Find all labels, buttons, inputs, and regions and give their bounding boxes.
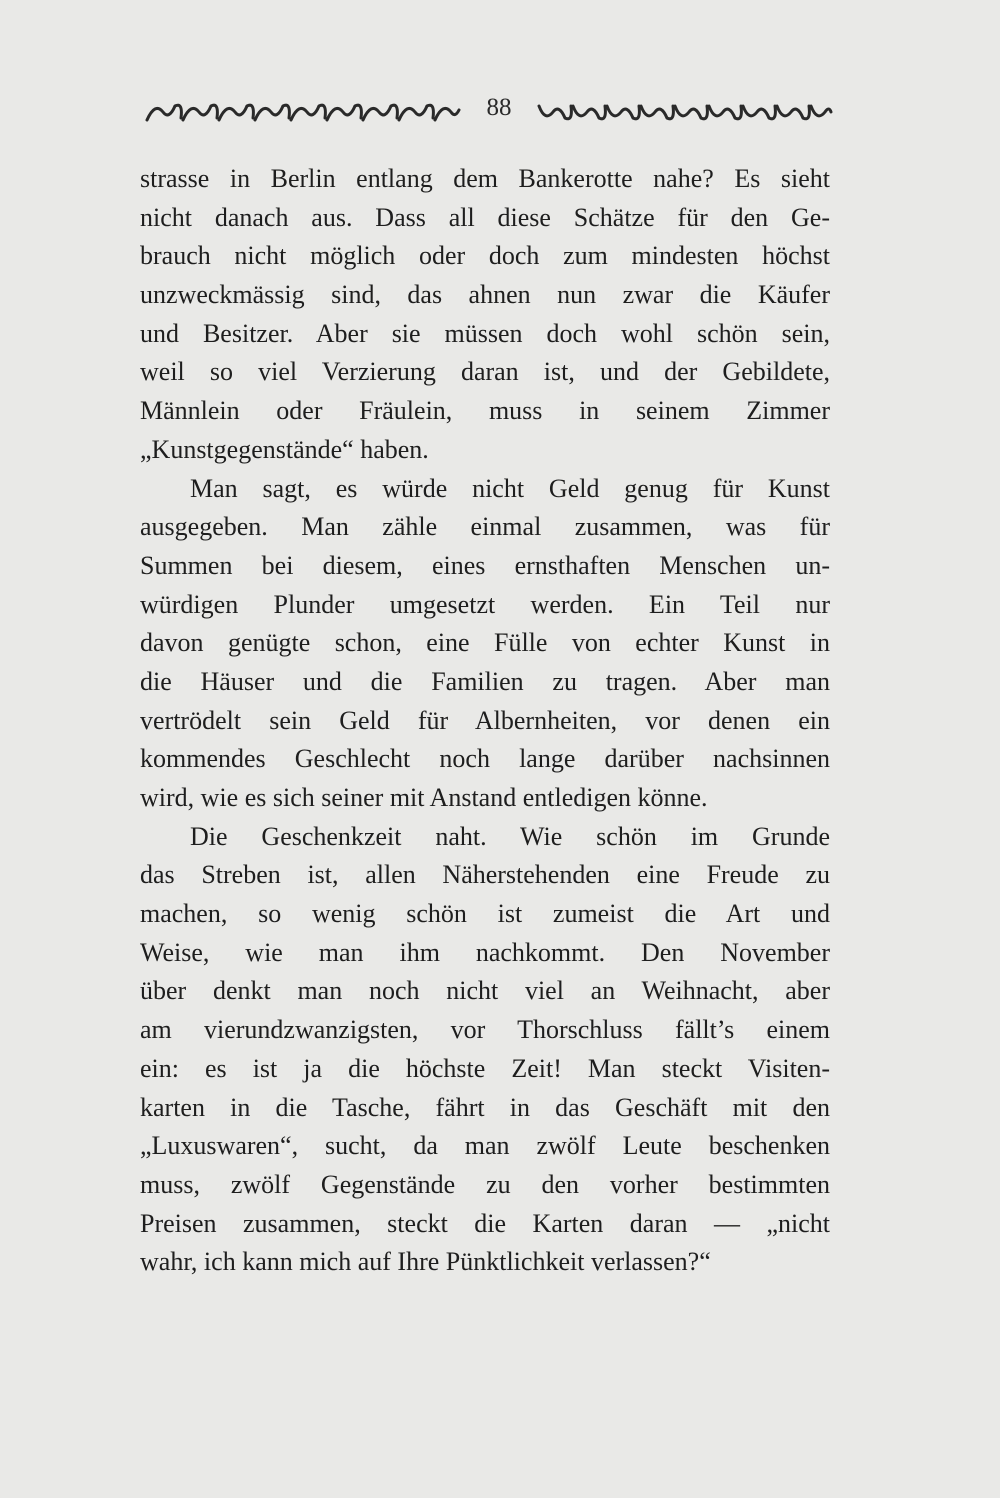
text-line: machen, so wenig schön ist zumeist die Art und — [140, 899, 830, 929]
text-line: strasse in Berlin entlang dem Bankerotte nahe? Es sieht — [140, 164, 830, 193]
page-number: 88 — [486, 94, 512, 121]
text-line: davon genügte schon, eine Fülle von echter Kunst in — [140, 628, 830, 658]
paragraph — [140, 470, 830, 818]
text-line: „Kunstgegenstände“ haben. — [140, 434, 429, 464]
text-line: brauch nicht möglich oder doch zum mindesten höchst — [140, 241, 830, 271]
ornament-left-icon — [143, 98, 461, 126]
text-line: das Streben ist, allen Näherstehenden eine Freude zu — [140, 860, 830, 890]
text-line: und Besitzer. Aber sie müssen doch wohl schön sein, — [140, 318, 830, 348]
text-line: Männlein oder Fräulein, muss in seinem Zimmer — [140, 396, 830, 426]
text-line: am vierundzwanzigsten, vor Thorschluss fällt’s einem — [140, 1015, 830, 1045]
body-text — [140, 160, 830, 1282]
text-line: kommendes Geschlecht noch lange darüber nachsinnen — [140, 744, 830, 774]
text-line: wahr, ich kann mich auf Ihre Pünktlichkeit verlassen?“ — [140, 1247, 711, 1277]
paragraph — [140, 160, 830, 470]
text-line: Man sagt, es würde nicht Geld genug für Kunst — [190, 473, 830, 503]
ornament-right-icon — [535, 98, 833, 126]
text-line: Die Geschenkzeit naht. Wie schön im Grunde — [190, 821, 830, 851]
text-line: wird, wie es sich seiner mit Anstand entledigen könne. — [140, 783, 708, 812]
text-line: über denkt man noch nicht viel an Weihnacht, aber — [140, 976, 830, 1006]
text-line: weil so viel Verzierung daran ist, und der Gebildete, — [140, 357, 830, 387]
text-line: „Luxuswaren“, sucht, da man zwölf Leute beschenken — [140, 1131, 830, 1161]
text-line: ausgegeben. Man zähle einmal zusammen, was für — [140, 512, 830, 542]
page-header — [143, 92, 833, 132]
text-line: muss, zwölf Gegenstände zu den vorher bestimmten — [140, 1169, 830, 1199]
text-line: würdigen Plunder umgesetzt werden. Ein Teil nur — [140, 589, 830, 619]
text-line: ein: es ist ja die höchste Zeit! Man steckt Visiten- — [140, 1053, 830, 1083]
text-line: vertrödelt sein Geld für Albernheiten, vor denen ein — [140, 705, 830, 735]
text-line: unzweckmässig sind, das ahnen nun zwar die Käufer — [140, 280, 830, 310]
text-line: Weise, wie man ihm nachkommt. Den November — [140, 937, 830, 967]
text-line: Preisen zusammen, steckt die Karten daran — „nicht — [140, 1208, 830, 1238]
text-line: karten in die Tasche, fährt in das Geschäft mit den — [140, 1092, 830, 1122]
text-line: die Häuser und die Familien zu tragen. Aber man — [140, 666, 830, 696]
text-line: Summen bei diesem, eines ernsthaften Menschen un- — [140, 550, 830, 580]
paragraph — [140, 818, 830, 1282]
text-line: nicht danach aus. Dass all diese Schätze für den Ge- — [140, 202, 830, 232]
